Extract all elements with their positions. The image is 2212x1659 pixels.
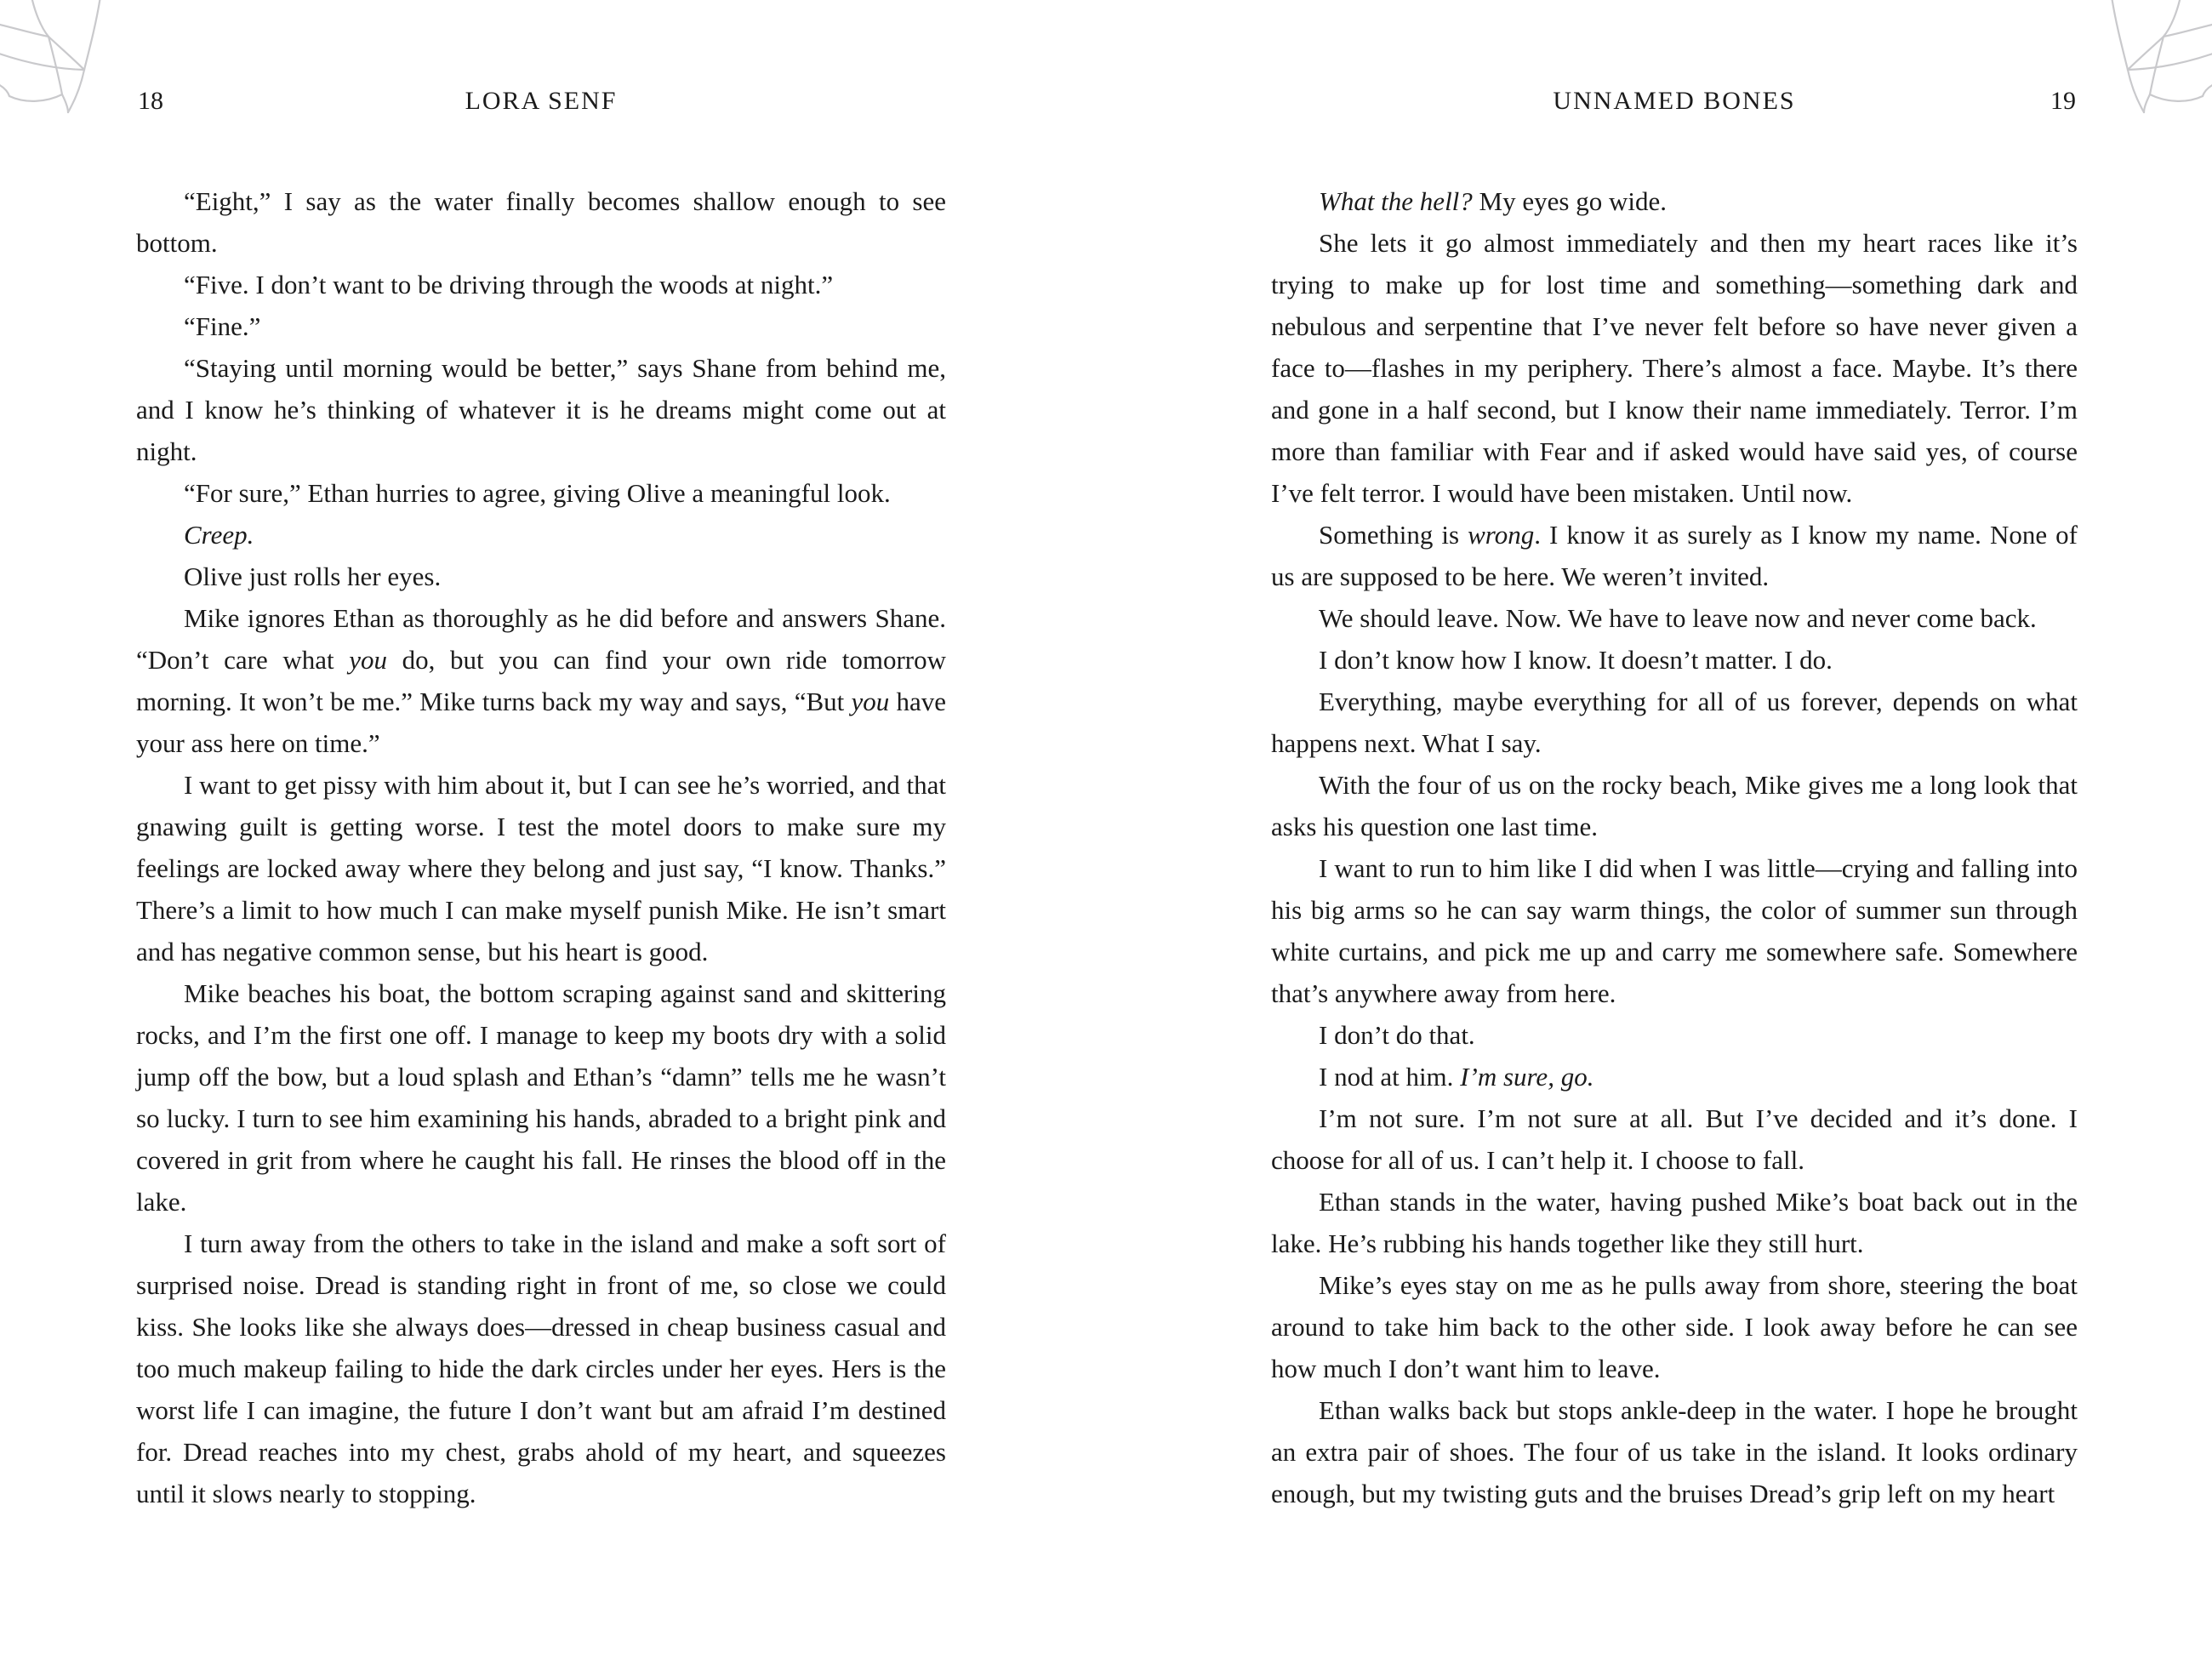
page-header-left [136,86,946,120]
paragraph [136,972,946,1223]
paragraph [1271,597,2078,639]
italic-text-run: Creep. [184,520,254,550]
italic-text-run: wrong [1468,520,1535,550]
text-run: We should leave. Now. We have to leave now and never come back. [1319,603,2037,633]
text-run: Mike’s eyes stay on me as he pulls away from shore, steering the boat around to take him back to the other side. I look away before he can see how much I don’t want him to leave. [1271,1270,2078,1383]
paragraph [1271,847,2078,1014]
text-run: I want to run to him like I did when I was little—crying and falling into his big arms so he can say warm things, the color of summer sun through white curtains, and pick me up and carry me somewhere safe. Somewhere that’s anywhere away from here. [1271,853,2078,1008]
text-run: I don’t do that. [1319,1020,1475,1050]
text-run: She lets it go almost immediately and then my heart races like it’s trying to make up for lost time and something—something dark and nebulous and serpentine that I’ve never felt before so have never given a face to—flashes in my periphery. There’s almost a face. Maybe. It’s there and gone in a half second, but I know their name immediately. Terror. I’m more than familiar with Fear and if asked would have said yes, of course I’ve felt terror. I would have been mistaken. Until now. [1271,228,2078,508]
text-run: do, but you can find your own ride tomorrow morning. It won’t be me.” Mike turns back my way and says, “But [136,645,947,716]
paragraph [136,514,946,556]
text-run: . I know it as surely as I know my name. None of us are supposed to be here. We weren’t invited. [1271,520,2078,591]
italic-text-run: you [349,645,387,675]
text-run: With the four of us on the rocky beach, Mike gives me a long look that asks his question one last time. [1271,770,2078,841]
text-run: I’m not sure. I’m not sure at all. But I’ve decided and it’s done. I choose for all of us. I can’t help it. I choose to fall. [1271,1103,2078,1175]
italic-text-run: you [851,687,890,716]
paragraph [136,1223,946,1514]
page-number-right: 19 [2050,87,2076,115]
paragraph [1271,222,2078,514]
text-run: Ethan stands in the water, having pushed Mike’s boat back out in the lake. He’s rubbing his hands together like they still hurt. [1271,1187,2078,1258]
text-run: have your ass here on time.” [136,687,946,758]
paragraph [136,180,946,264]
text-run: I nod at him. [1319,1062,1461,1092]
page-number-left: 18 [138,87,163,115]
text-run: “Staying until morning would be better,” says Shane from behind me, and I know he’s thinking of whatever it is he dreams might come out at night. [136,353,946,466]
paragraph [1271,1014,2078,1056]
text-run: My eyes go wide. [1472,186,1667,216]
page-right [1271,0,2078,1659]
text-run: Something is [1319,520,1468,550]
page-header-right [1271,86,2078,120]
paragraph [136,305,946,347]
text-run: “Fine.” [184,311,261,341]
spiderweb-corner-top-left-icon [0,0,136,136]
text-run: Ethan walks back but stops ankle-deep in the water. I hope he brought an extra pair of shoes. The four of us take in the island. It looks ordinary enough, but my twisting guts and the bruises Dread’s grip left on my heart [1271,1395,2078,1508]
text-run: “Eight,” I say as the water finally becomes shallow enough to see bottom. [136,186,946,258]
paragraph [136,556,946,597]
running-head-author: LORA SENF [465,87,618,115]
text-run: Olive just rolls her eyes. [184,562,442,591]
italic-text-run: What the hell? [1319,186,1473,216]
text-run: I want to get pissy with him about it, but I can see he’s worried, and that gnawing guilt is getting worse. I test the motel doors to make sure my feelings are locked away where they belong and just say, “I know. Thanks.” There’s a limit to how much I can make myself punish Mike. He isn’t smart and has negative common sense, but his heart is good. [136,770,946,966]
paragraph [136,347,946,472]
paragraph [1271,1181,2078,1264]
text-run: “For sure,” Ethan hurries to agree, giving Olive a meaningful look. [184,478,891,508]
page-body-right [1271,180,2078,1514]
paragraph [1271,639,2078,681]
text-run: I turn away from the others to take in the island and make a soft sort of surprised noise. Dread is standing right in front of me, so close we could kiss. She looks like she always does—dressed in cheap business casual and too much makeup failing to hide the dark circles under her eyes. Hers is the worst life I can imagine, the future I don’t want but am afraid I’m destined for. Dread reaches into my chest, grabs ahold of my heart, and squeezes until it slows nearly to stopping. [136,1229,946,1508]
page-body-left [136,180,946,1514]
text-run: Mike ignores Ethan as thoroughly as he did before and answers Shane. “Don’t care what [136,603,946,675]
text-run: Everything, maybe everything for all of us forever, depends on what happens next. What I say. [1271,687,2078,758]
paragraph [1271,514,2078,597]
paragraph [1271,180,2078,222]
paragraph [1271,1389,2078,1514]
paragraph [136,264,946,305]
page-left [136,0,946,1659]
paragraph [136,597,946,764]
running-head-title: UNNAMED BONES [1553,87,1796,115]
paragraph [1271,681,2078,764]
paragraph [136,472,946,514]
paragraph [1271,764,2078,847]
text-run: Mike beaches his boat, the bottom scraping against sand and skittering rocks, and I’m the first one off. I manage to keep my boots dry with a solid jump off the bow, but a loud splash and Ethan’s “damn” tells me he wasn’t so lucky. I turn to see him examining his hands, abraded to a bright pink and covered in grit from where he caught his fall. He rinses the blood off in the lake. [136,978,946,1217]
text-run: “Five. I don’t want to be driving through the woods at night.” [184,270,834,299]
paragraph [1271,1097,2078,1181]
spiderweb-corner-top-right-icon [2076,0,2212,136]
text-run: I don’t know how I know. It doesn’t matter. I do. [1319,645,1833,675]
paragraph [136,764,946,972]
paragraph [1271,1264,2078,1389]
italic-text-run: I’m sure, go. [1460,1062,1594,1092]
paragraph [1271,1056,2078,1097]
